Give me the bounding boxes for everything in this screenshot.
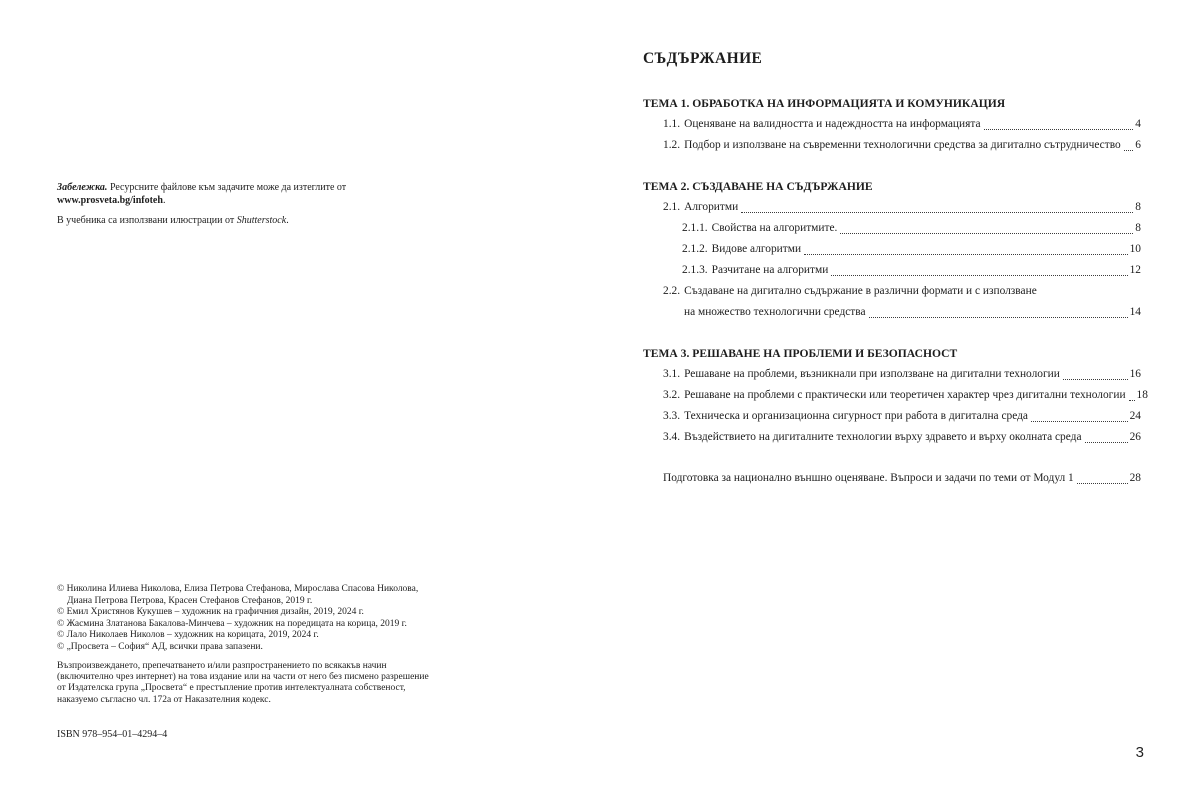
toc-leader-dots bbox=[831, 275, 1127, 276]
toc-entry bbox=[643, 385, 1148, 406]
toc-leader-dots bbox=[984, 129, 1134, 130]
toc-section-heading: ТЕМА 3. РЕШАВАНЕ НА ПРОБЛЕМИ И БЕЗОПАСНОСТ bbox=[643, 347, 958, 360]
toc-entry-text: Решаване на проблеми с практически или теоретичен характер чрез дигитални технологии bbox=[684, 389, 1126, 401]
copyright-line: © Жасмина Златанова Бакалова-Минчева – художник на поредицата на корица, 2019 г. bbox=[57, 618, 407, 629]
resources-url: www.prosveta.bg/infoteh bbox=[57, 195, 163, 206]
toc-entry-text: Подготовка за национално външно оценяване. Въпроси и задачи по теми от Модул 1 bbox=[663, 472, 1074, 484]
toc-entry-number: 2.1.3. bbox=[682, 264, 708, 276]
toc-entry bbox=[643, 302, 1141, 323]
toc-entry bbox=[643, 239, 1141, 260]
illustrations-note bbox=[57, 214, 457, 227]
toc-section-heading: ТЕМА 2. СЪЗДАВАНЕ НА СЪДЪРЖАНИЕ bbox=[643, 180, 873, 193]
toc-entry-number: 2.1.1. bbox=[682, 222, 708, 234]
copyright-line: © Лало Николаев Николов – художник на корицата, 2019, 2024 г. bbox=[57, 630, 319, 641]
toc-leader-dots bbox=[1063, 379, 1128, 380]
toc-entry bbox=[643, 281, 1141, 302]
toc-page-ref: 10 bbox=[1129, 243, 1141, 255]
toc-page-ref: 18 bbox=[1136, 389, 1148, 401]
disclaimer-line: наказуемо съгласно чл. 172а от Наказателния кодекс. bbox=[57, 694, 271, 705]
copyright-line: Диана Петрова Петрова, Красен Стефанов Стефанов, 2019 г. bbox=[67, 595, 313, 606]
toc-entry-number: 2.1. bbox=[663, 201, 681, 213]
toc-page-ref: 16 bbox=[1129, 368, 1141, 380]
copyright-line: © „Просвета – София“ АД, всички права запазени. bbox=[57, 641, 263, 652]
illustrations-text: В учебника са използвани илюстрации от bbox=[57, 215, 237, 226]
toc-section-heading: ТЕМА 1. ОБРАБОТКА НА ИНФОРМАЦИЯТА И КОМУНИКАЦИЯ bbox=[643, 97, 1006, 110]
illustrations-source: Shutterstock bbox=[236, 215, 287, 226]
toc-section bbox=[643, 343, 1148, 448]
toc-entry-text: Разчитане на алгоритми bbox=[711, 264, 829, 276]
page-number: 3 bbox=[1135, 744, 1144, 761]
toc-entry-number: 3.2. bbox=[663, 389, 681, 401]
toc-sections bbox=[643, 93, 1148, 448]
toc-page-ref: 4 bbox=[1135, 118, 1141, 130]
toc-entry-text: Техническа и организационна сигурност при работа в дигитална среда bbox=[684, 410, 1028, 422]
resources-note bbox=[57, 181, 457, 207]
toc-section bbox=[643, 176, 1141, 323]
toc-leader-dots bbox=[741, 212, 1133, 213]
toc-page-ref: 26 bbox=[1129, 431, 1141, 443]
toc-page-ref: 28 bbox=[1129, 472, 1141, 484]
isbn: ISBN 978–954–01–4294–4 bbox=[57, 729, 168, 740]
toc-entry-number: 3.3. bbox=[663, 410, 681, 422]
toc-title: СЪДЪРЖАНИЕ bbox=[643, 50, 763, 67]
toc-entry-text: Оценяване на валидността и надеждността на информацията bbox=[684, 118, 981, 130]
toc-entry-text: Видове алгоритми bbox=[711, 243, 802, 255]
toc-entry bbox=[643, 406, 1141, 427]
toc-entry bbox=[643, 135, 1141, 156]
toc-entry-number: 2.2. bbox=[663, 285, 681, 297]
toc-leader-dots bbox=[840, 233, 1133, 234]
toc-entry-text: Свойства на алгоритмите. bbox=[711, 222, 838, 234]
toc-entry-number: 3.4. bbox=[663, 431, 681, 443]
note-text: Ресурсните файлове към задачите може да изтеглите от bbox=[107, 182, 347, 193]
toc-leader-dots bbox=[1077, 483, 1128, 484]
toc-page-ref: 8 bbox=[1135, 222, 1141, 234]
toc-section bbox=[643, 93, 1141, 156]
toc-entry-number: 1.2. bbox=[663, 139, 681, 151]
toc-footer-entry bbox=[643, 468, 1141, 489]
toc-leader-dots bbox=[804, 254, 1128, 255]
toc-entry bbox=[643, 364, 1141, 385]
toc-entry-number: 3.1. bbox=[663, 368, 681, 380]
toc-entry bbox=[643, 468, 1141, 489]
table-of-contents bbox=[643, 50, 1148, 489]
copyright-line: © Емил Христянов Кукушев – художник на графичния дизайн, 2019, 2024 г. bbox=[57, 607, 364, 618]
toc-entry bbox=[643, 114, 1141, 135]
toc-leader-dots bbox=[1031, 421, 1128, 422]
disclaimer-line: Възпроизвеждането, препечатването и/или разпространението по всякакъв начин bbox=[57, 661, 387, 671]
toc-page-ref: 6 bbox=[1135, 139, 1141, 151]
toc-entry bbox=[643, 218, 1141, 239]
toc-page-ref: 12 bbox=[1129, 264, 1141, 276]
toc-entry-number: 1.1. bbox=[663, 118, 681, 130]
toc-page-ref: 24 bbox=[1129, 410, 1141, 422]
toc-entry-text: на множество технологични средства bbox=[684, 306, 866, 318]
toc-page-ref: 14 bbox=[1129, 306, 1141, 318]
toc-entry bbox=[643, 260, 1141, 281]
toc-leader-dots bbox=[1085, 442, 1128, 443]
note-text-end: . bbox=[162, 195, 166, 206]
toc-entry-text: Въздействието на дигиталните технологии върху здравето и върху околната среда bbox=[684, 431, 1082, 443]
note-label: Забележка. bbox=[57, 182, 108, 193]
toc-entry bbox=[643, 197, 1141, 218]
copyright-line: © Николина Илиева Николова, Елиза Петрова Стефанова, Мирослава Спасова Николова, bbox=[57, 584, 419, 594]
toc-entry-text: Подбор и използване на съвременни технологични средства за дигитално сътрудничество bbox=[684, 139, 1121, 151]
toc-page-ref: 8 bbox=[1135, 201, 1141, 213]
disclaimer-line: (включително чрез интернет) на това издание или на части от него без писмено разрешение bbox=[57, 672, 429, 683]
toc-entry-number: 2.1.2. bbox=[682, 243, 708, 255]
toc-entry-text: Решаване на проблеми, възникнали при използване на дигитални технологии bbox=[684, 368, 1060, 380]
toc-leader-dots bbox=[1124, 150, 1134, 151]
illustrations-text-end: . bbox=[286, 215, 289, 226]
toc-entry bbox=[643, 427, 1141, 448]
copyright-disclaimer bbox=[57, 661, 457, 706]
toc-entry-text: Създаване на дигитално съдържание в различни формати и с използване bbox=[684, 285, 1037, 297]
toc-leader-dots bbox=[869, 317, 1128, 318]
toc-leader-dots bbox=[1129, 400, 1135, 401]
copyright-block bbox=[57, 584, 457, 654]
disclaimer-line: от Издателска група „Просвета“ е престъпление против интелектуалната собственост, bbox=[57, 683, 406, 694]
toc-entry-text: Алгоритми bbox=[684, 201, 739, 213]
